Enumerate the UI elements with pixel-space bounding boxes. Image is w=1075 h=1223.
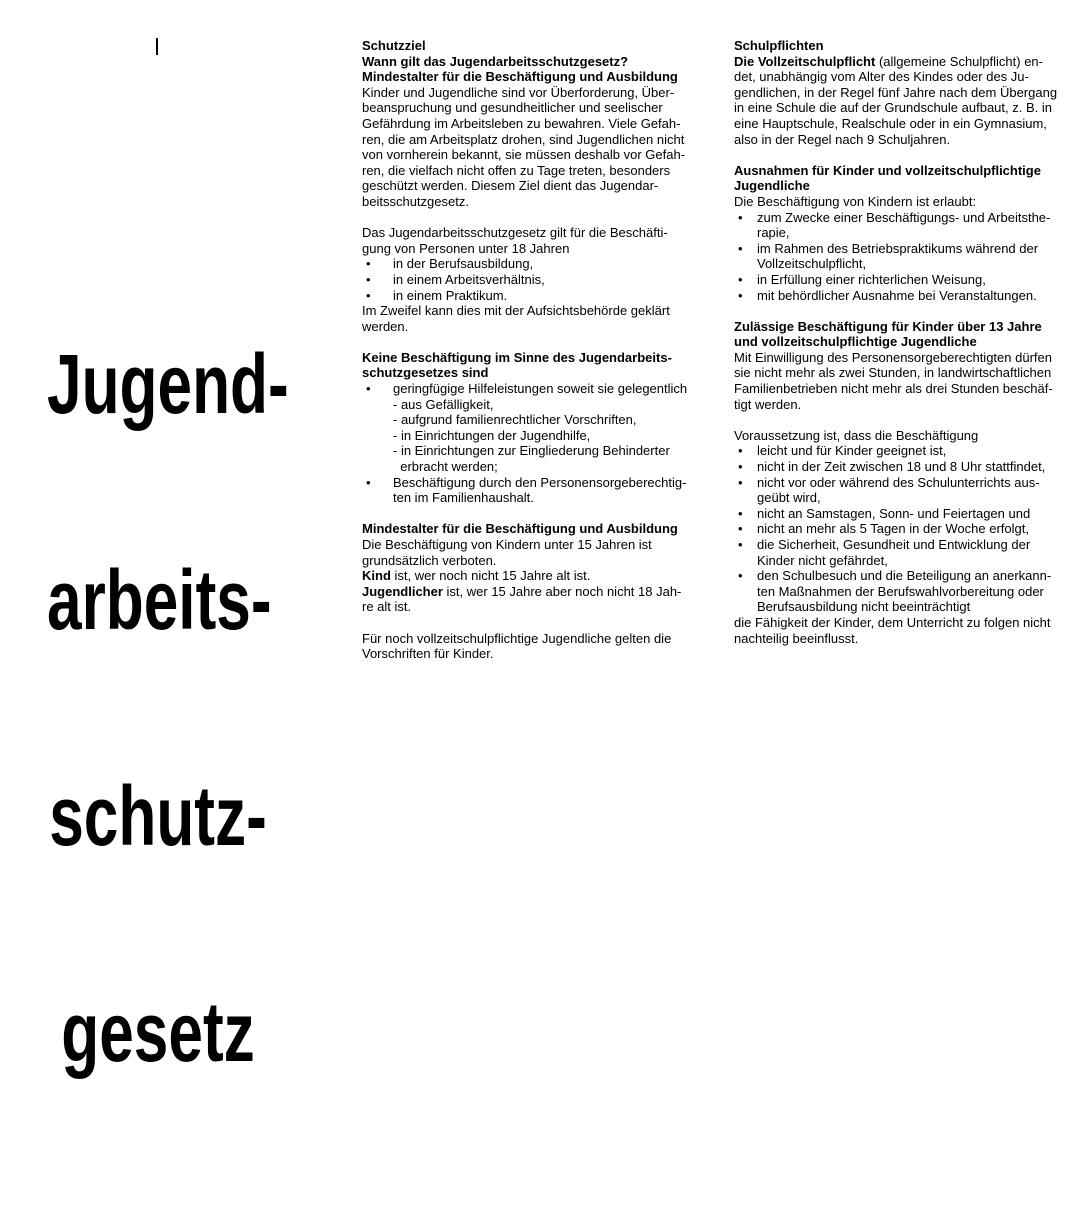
bullet-list [734,210,1064,304]
bullet-marker: • [738,537,743,552]
text-line: eine Hauptschule, Realschule oder in ein Gymnasium, [734,115,1047,131]
text-line: nicht in der Zeit zwischen 18 und 8 Uhr stattfindet, [757,459,1046,475]
bold-text: Kind [362,568,391,584]
bullet-marker: • [738,240,743,256]
paragraph [362,631,702,662]
text-line: die Fähigkeit der Kinder, dem Unterricht zu folgen nicht [734,614,1051,630]
text-line: Ausnahmen für Kinder und vollzeitschulpflichtige [734,162,1041,178]
paragraph [734,54,1064,148]
text-line: ten im Familienhaushalt. [393,490,534,506]
text-line: gendlichen, in der Regel fünf Jahre nach dem Übergang [734,84,1058,100]
text-line: - in Einrichtungen der Jugendhilfe, [393,427,591,443]
bullet-list [362,381,702,506]
bullet-text [757,568,1064,615]
paragraph-gap [362,615,702,631]
bold-text: Jugendlicher [362,583,443,599]
bullet-item [734,537,1064,568]
text-line: von vornherein bekannt, sie müssen deshalb vor Gefah- [362,147,686,163]
paragraph-gap [362,210,702,226]
text-line: Mindestalter für die Beschäftigung und Ausbildung [362,521,678,537]
paragraph-gap [734,412,1064,428]
paragraph-gap [362,506,702,522]
text-line: geübt wird, [757,490,821,506]
bullet-text [757,537,1064,568]
text-line: und vollzeitschulpflichtige Jugendliche [734,334,977,350]
text-line: leicht und für Kinder geeignet ist, [757,443,947,459]
text-line: in einem Arbeitsverhältnis, [393,271,545,287]
text-line: Wann gilt das Jugendarbeitsschutzgesetz? [362,53,629,69]
text-line: Berufsausbildung nicht beeinträchtigt [757,599,971,615]
section-heading [734,38,1064,54]
text-line: Vollzeitschulpflicht, [757,256,867,272]
bullet-marker: • [738,505,743,521]
text-line: in eine Schule die auf der Grundschule aufbaut, z. B. in [734,100,1052,116]
paragraph-gap [362,334,702,350]
bullet-item [734,241,1064,272]
text-line: im Rahmen des Betriebspraktikums während der [757,240,1039,256]
text-cursor [156,38,158,55]
text-line: sie nicht mehr als zwei Stunden, in landwirtschaftlichen [734,365,1052,381]
text-line: nicht vor oder während des Schulunterrichts aus- [757,474,1040,490]
paragraph [362,303,702,334]
text-line: Gefährdung im Arbeitsleben zu bewahren. Viele Gefah- [362,115,681,131]
bullet-marker: • [738,443,743,459]
text-line: Mindestalter für die Beschäftigung und Ausbildung [362,69,678,85]
bullet-text [393,256,702,272]
paragraph [362,537,702,615]
section-heading [362,521,702,537]
text-line: ten Maßnahmen der Berufswahlvorbereitung oder [757,583,1044,599]
section-heading [734,319,1064,350]
text-line: Die Beschäftigung von Kindern unter 15 Jahren ist [362,537,652,552]
bullet-marker: • [738,287,743,303]
text-line: - aufgrund familienrechtlicher Vorschriften, [393,412,637,428]
paragraph [734,350,1064,412]
text-line: nicht an mehr als 5 Tagen in der Woche erfolgt, [757,521,1029,537]
text-line: rapie, [757,225,790,241]
text-line: ren, die am Arbeitsplatz drohen, sind Jugendlichen nicht [362,131,685,147]
bullet-marker: • [738,209,743,225]
bullet-marker: • [738,474,743,490]
text-line: geschützt werden. Diesem Ziel dient das Jugendar- [362,178,659,194]
text-line: Keine Beschäftigung im Sinne des Jugendarbeits- [362,349,672,365]
bullet-text [757,288,1064,304]
text-line: Kind ist, wer noch nicht 15 Jahre alt ist. [362,568,591,584]
text-line: geringfügige Hilfeleistungen soweit sie gelegentlich [393,381,688,397]
title-line: arbeits- [47,553,272,647]
text-line: Schutzziel [362,38,426,53]
text-line: Kinder und Jugendliche sind vor Überforderung, Über- [362,84,675,100]
bullet-item [362,256,702,272]
text-line: - aus Gefälligkeit, [393,396,494,412]
text-line: gung von Personen unter 18 Jahren [362,240,570,256]
text-line: Im Zweifel kann dies mit der Aufsichtsbehörde geklärt [362,303,670,319]
text-line: erbracht werden; [393,459,498,475]
text-line: ren, die vielfach nicht offen zu Tage treten, besonders [362,162,671,178]
paragraph-gap [734,303,1064,319]
text-line: mit behördlicher Ausnahme bei Veranstaltungen. [757,287,1037,303]
text-line: den Schulbesuch und die Beteiligung an anerkann- [757,568,1052,584]
text-line: grundsätzlich verboten. [362,552,497,568]
text-line: Die Beschäftigung von Kindern ist erlaubt: [734,193,977,209]
text-line: Familienbetrieben nicht mehr als drei Stunden beschäf- [734,381,1053,397]
text-line: re alt ist. [362,599,412,615]
bullet-marker: • [366,256,371,272]
bullet-text [757,506,1064,522]
bullet-marker: • [738,568,743,584]
paragraph [362,225,702,256]
bullet-text [393,288,702,304]
text-line: in einem Praktikum. [393,287,508,303]
title-line: schutz- [49,769,267,863]
bullet-marker: • [366,381,371,397]
bullet-marker: • [738,271,743,287]
title-line: Jugend- [47,337,289,431]
bullet-text [757,241,1064,272]
text-line: Mit Einwilligung des Personensorgeberechtigten dürfen [734,349,1052,365]
bullet-marker: • [366,474,371,490]
paragraph [734,428,1064,444]
bullet-item [734,475,1064,506]
bullet-text [757,272,1064,288]
bullet-text [393,475,702,506]
section-heading [362,38,702,85]
text-line: tigt werden. [734,396,802,412]
text-line: nicht an Samstagen, Sonn- und Feiertagen und [757,505,1031,521]
bullet-item [734,459,1064,475]
bullet-text [757,443,1064,459]
text-line: Die Vollzeitschulpflicht (allgemeine Schulpflicht) en- [734,53,1043,69]
text-line: Jugendlicher ist, wer 15 Jahre aber noch nicht 18 Jah- [362,583,682,599]
bullet-item [734,288,1064,304]
bullet-text [757,521,1064,537]
bullet-marker: • [366,271,371,287]
title-line: gesetz [61,985,255,1079]
bullet-text [393,272,702,288]
bold-text: Die Vollzeitschulpflicht [734,53,876,69]
bullet-marker: • [738,459,743,475]
bullet-text [757,475,1064,506]
paragraph [362,85,702,210]
text-line: beitsschutzgesetz. [362,193,469,209]
text-line: Jugendliche [734,178,810,194]
section-heading [734,163,1064,194]
bullet-item [734,272,1064,288]
text-line: Beschäftigung durch den Personensorgeberechtig- [393,474,687,490]
bullet-item [734,506,1064,522]
document-title [47,204,289,1212]
text-line: beanspruchung und gesundheitlicher und seelischer [362,100,663,116]
bullet-text [393,381,702,475]
bullet-item [362,475,702,506]
paragraph [734,194,1064,210]
bullet-item [362,288,702,304]
text-line: Für noch vollzeitschulpflichtige Jugendliche gelten die [362,630,672,646]
bullet-list [362,256,702,303]
bullet-item [362,272,702,288]
bullet-marker: • [366,287,371,303]
paragraph-gap [734,147,1064,163]
bullet-text [757,459,1064,475]
bullet-item [734,521,1064,537]
text-line: also in der Regel nach 9 Schuljahren. [734,131,951,147]
text-line: det, unabhängig vom Alter des Kindes oder des Ju- [734,69,1029,85]
text-line: Voraussetzung ist, dass die Beschäftigung [734,427,979,443]
bullet-item [734,210,1064,241]
paragraph [734,615,1064,646]
text-line: die Sicherheit, Gesundheit und Entwicklung der [757,537,1031,552]
text-line: Zulässige Beschäftigung für Kinder über 13 Jahre [734,318,1042,334]
text-line: zum Zwecke einer Beschäftigungs- und Arbeitsthe- [757,209,1051,225]
text-line: werden. [362,318,409,334]
text-line: - in Einrichtungen zur Eingliederung Behinderter [393,443,670,459]
text-line: Kinder nicht gefährdet, [757,552,888,568]
bullet-list [734,443,1064,615]
text-line: Vorschriften für Kinder. [362,646,494,662]
text-line: Schulpflichten [734,38,824,53]
column-right [734,38,1064,646]
bullet-item [734,443,1064,459]
bullet-text [757,210,1064,241]
text-line: in der Berufsausbildung, [393,256,534,272]
bullet-marker: • [738,521,743,537]
section-heading [362,350,702,381]
bullet-item [734,568,1064,615]
text-line: schutzgesetzes sind [362,365,489,381]
text-line: Das Jugendarbeitsschutzgesetz gilt für die Beschäfti- [362,225,668,241]
text-line: in Erfüllung einer richterlichen Weisung, [757,271,986,287]
text-line: nachteilig beeinflusst. [734,630,859,646]
column-middle [362,38,702,662]
bullet-item [362,381,702,475]
